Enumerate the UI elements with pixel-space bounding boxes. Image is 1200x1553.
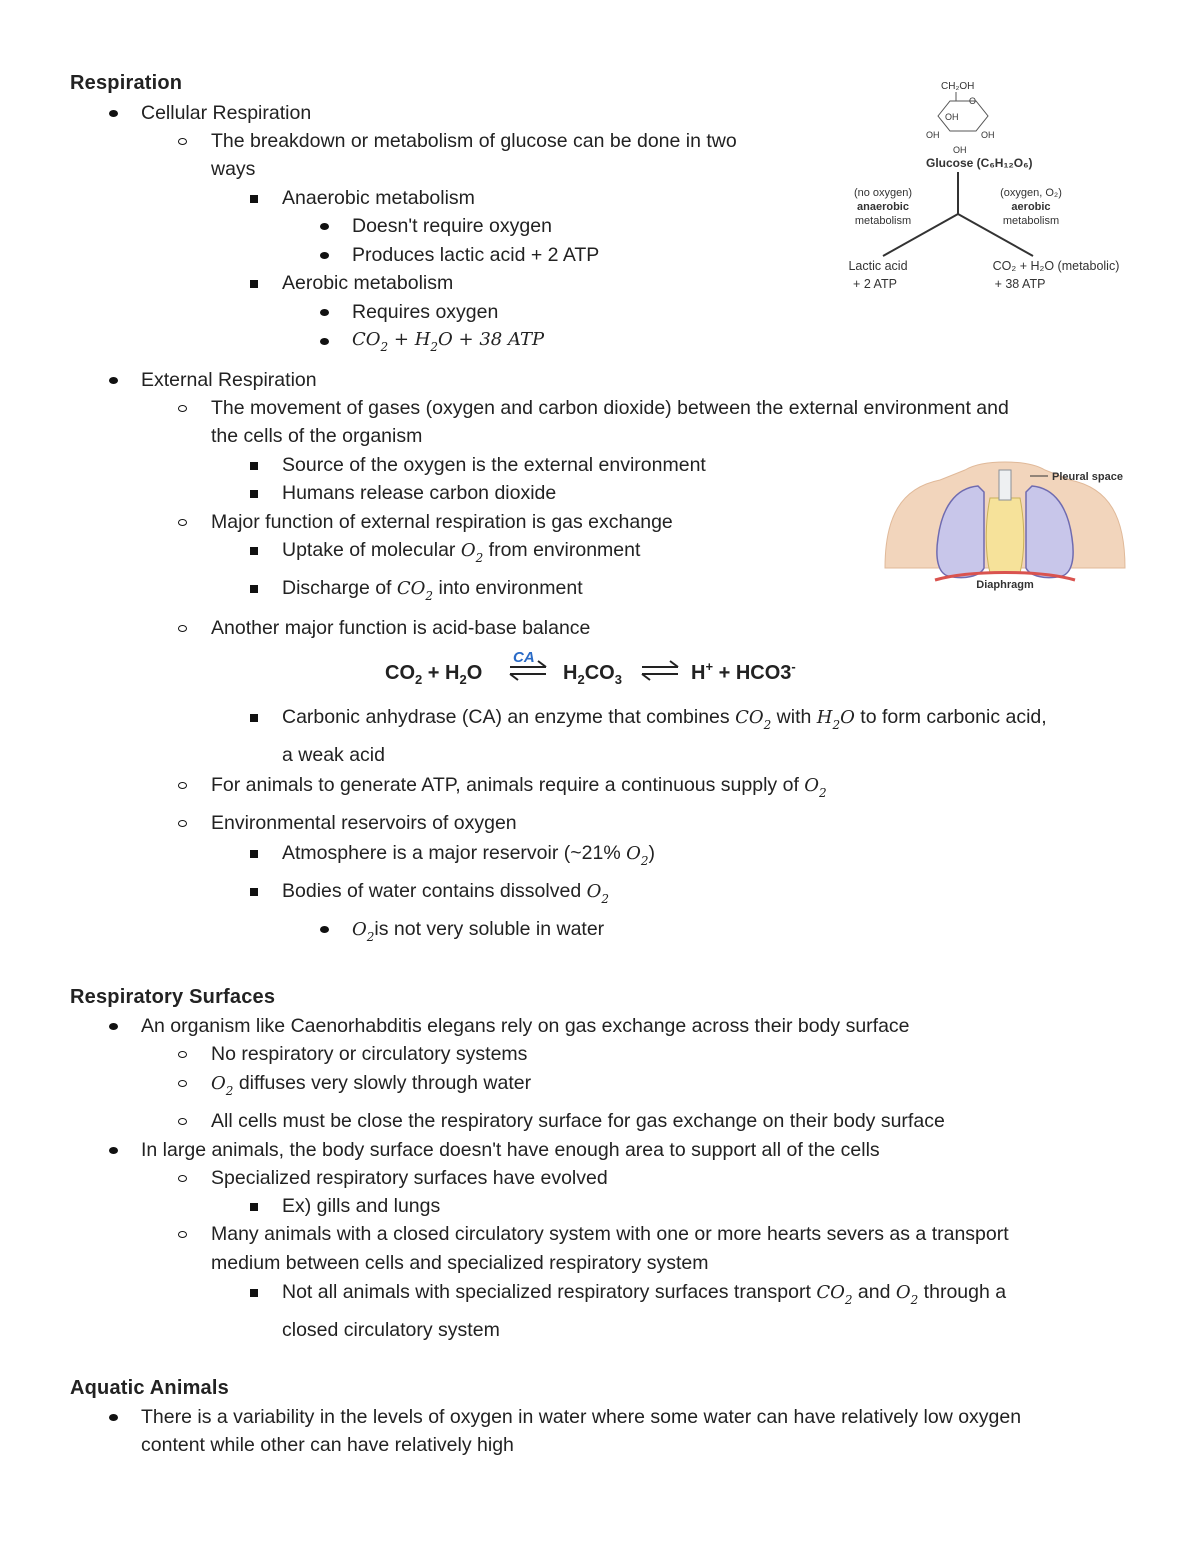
list-item: Produces lactic acid + 2 ATP	[352, 244, 600, 266]
bullet	[178, 1175, 187, 1182]
mediastinum	[986, 498, 1024, 573]
list-item: External Respiration	[141, 369, 317, 391]
list-item: Humans release carbon dioxide	[282, 482, 557, 504]
list-item: Carbonic anhydrase (CA) an enzyme that combines $CO_2$ with $H_2O$ to form carbonic acid,	[282, 706, 1047, 732]
list-item: Atmosphere is a major reservoir (~21% $O_2$)	[282, 842, 655, 868]
bullet	[109, 377, 118, 384]
bullet	[250, 280, 258, 288]
list-item: No respiratory or circulatory systems	[211, 1043, 528, 1065]
list-item: Major function of external respiration is gas exchange	[211, 511, 673, 533]
bullet	[109, 1023, 118, 1030]
list-item: Requires oxygen	[352, 301, 499, 323]
trachea	[999, 470, 1011, 500]
glucose-metabolism-diagram	[838, 76, 1138, 298]
output-2-atp: + 2 ATP	[853, 277, 897, 291]
list-item-continuation: medium between cells and specialized respiratory system	[211, 1252, 709, 1274]
list-item: $O_2$ diffuses very slowly through water	[211, 1072, 532, 1098]
output-lactic-acid: Lactic acid	[848, 259, 908, 273]
pleural-space-label: Pleural space	[1052, 471, 1123, 483]
list-item: Anaerobic metabolism	[282, 187, 475, 209]
label-metabolism: metabolism	[1002, 215, 1060, 227]
bullet	[178, 625, 187, 632]
bullet	[250, 1289, 258, 1297]
ring-oxygen-label: O	[969, 96, 977, 106]
output-38-atp: + 38 ATP	[994, 277, 1046, 291]
bullet	[320, 338, 329, 345]
output-co2-h2o: CO₂ + H₂O (metabolic)	[992, 259, 1120, 273]
list-item: Bodies of water contains dissolved $O_2$	[282, 880, 609, 906]
label-anaerobic: anaerobic	[857, 201, 909, 213]
label-no-oxygen: (no oxygen)	[853, 187, 913, 199]
bullet	[320, 926, 329, 933]
bullet	[320, 223, 329, 230]
oh-label: OH	[981, 130, 995, 140]
bullet	[250, 714, 258, 722]
bullet	[250, 195, 258, 203]
acid-base-equation	[380, 645, 820, 691]
list-item: Source of the oxygen is the external environment	[282, 454, 706, 476]
list-item: Ex) gills and lungs	[282, 1195, 441, 1217]
list-item: An organism like Caenorhabditis elegans rely on gas exchange across their body surface	[141, 1015, 910, 1037]
list-item: The movement of gases (oxygen and carbon dioxide) between the external environment and	[211, 397, 1009, 419]
list-item: Environmental reservoirs of oxygen	[211, 812, 517, 834]
bullet	[178, 519, 187, 526]
list-item: Doesn't require oxygen	[352, 215, 552, 237]
section-heading-respiratory-surfaces: Respiratory Surfaces	[70, 986, 276, 1008]
list-item: Cellular Respiration	[141, 102, 312, 124]
bullet	[250, 850, 258, 858]
section-heading-aquatic-animals: Aquatic Animals	[70, 1377, 229, 1399]
oh-label: OH	[945, 112, 959, 122]
bullet	[178, 820, 187, 827]
list-item: Discharge of $CO_2$ into environment	[282, 577, 583, 603]
list-item: There is a variability in the levels of oxygen in water where some water can have relatively low oxygen	[141, 1406, 1022, 1428]
bullet	[178, 782, 187, 789]
list-item: For animals to generate ATP, animals require a continuous supply of $O_2$	[211, 774, 827, 800]
oh-label: OH	[926, 130, 940, 140]
bullet	[320, 309, 329, 316]
bullet	[109, 110, 118, 117]
list-item: In large animals, the body surface doesn't have enough area to support all of the cells	[141, 1139, 880, 1161]
bullet	[178, 1231, 187, 1238]
bullet	[250, 888, 258, 896]
list-item-continuation: a weak acid	[282, 744, 385, 766]
enzyme-label: CA	[513, 649, 535, 666]
bullet	[178, 1080, 187, 1087]
list-item: The breakdown or metabolism of glucose can be done in two	[211, 130, 737, 152]
label-aerobic: aerobic	[1011, 201, 1051, 213]
bullet	[250, 585, 258, 593]
list-item-continuation: the cells of the organism	[211, 425, 423, 447]
ch2oh-label: CH₂OH	[941, 81, 975, 92]
section-heading-respiration: Respiration	[70, 72, 183, 94]
bullet	[178, 1118, 187, 1125]
bullet	[109, 1147, 118, 1154]
reversible-arrow-2	[642, 661, 678, 680]
diaphragm-label: Diaphragm	[976, 579, 1034, 591]
bullet	[250, 547, 258, 555]
glucose-title: Glucose (C₆H₁₂O₆)	[926, 156, 1033, 170]
bullet	[178, 1051, 187, 1058]
bullet	[250, 490, 258, 498]
bullet	[178, 405, 187, 412]
bullet	[109, 1414, 118, 1421]
list-item: Another major function is acid-base balance	[211, 617, 591, 639]
list-item: Uptake of molecular $O_2$ from environment	[282, 539, 641, 565]
equation-lhs: $CO_2 + H_2O$	[385, 662, 483, 687]
list-item: Many animals with a closed circulatory system with one or more hearts severs as a transport	[211, 1223, 1009, 1245]
list-item-continuation: content while other can have relatively high	[141, 1434, 514, 1456]
list-item: All cells must be close the respiratory surface for gas exchange on their body surface	[211, 1110, 945, 1132]
branch-lines	[883, 172, 1033, 256]
list-item: Not all animals with specialized respiratory surfaces transport $CO_2$ and $O_2$ through a	[282, 1281, 1007, 1307]
oh-label: OH	[953, 145, 967, 155]
equation-middle: $H_2CO_3$	[563, 662, 622, 687]
aerobic-equation: $CO_2 + H_2O + 38$ ATP	[352, 329, 545, 354]
equation-rhs: H+ + HCO3-	[691, 659, 796, 684]
bullet	[178, 138, 187, 145]
list-item: $O_2is$ not very soluble in water	[352, 918, 605, 944]
list-item: Aerobic metabolism	[282, 272, 454, 294]
label-metabolism: metabolism	[854, 215, 912, 227]
bullet	[320, 252, 329, 259]
bullet	[250, 462, 258, 470]
bullet	[250, 1203, 258, 1211]
list-item: Specialized respiratory surfaces have evolved	[211, 1167, 608, 1189]
list-item-continuation: closed circulatory system	[282, 1319, 500, 1341]
label-oxygen: (oxygen, O₂)	[1000, 187, 1062, 199]
list-item-continuation: ways	[211, 158, 256, 180]
lungs-diagram	[880, 458, 1130, 593]
